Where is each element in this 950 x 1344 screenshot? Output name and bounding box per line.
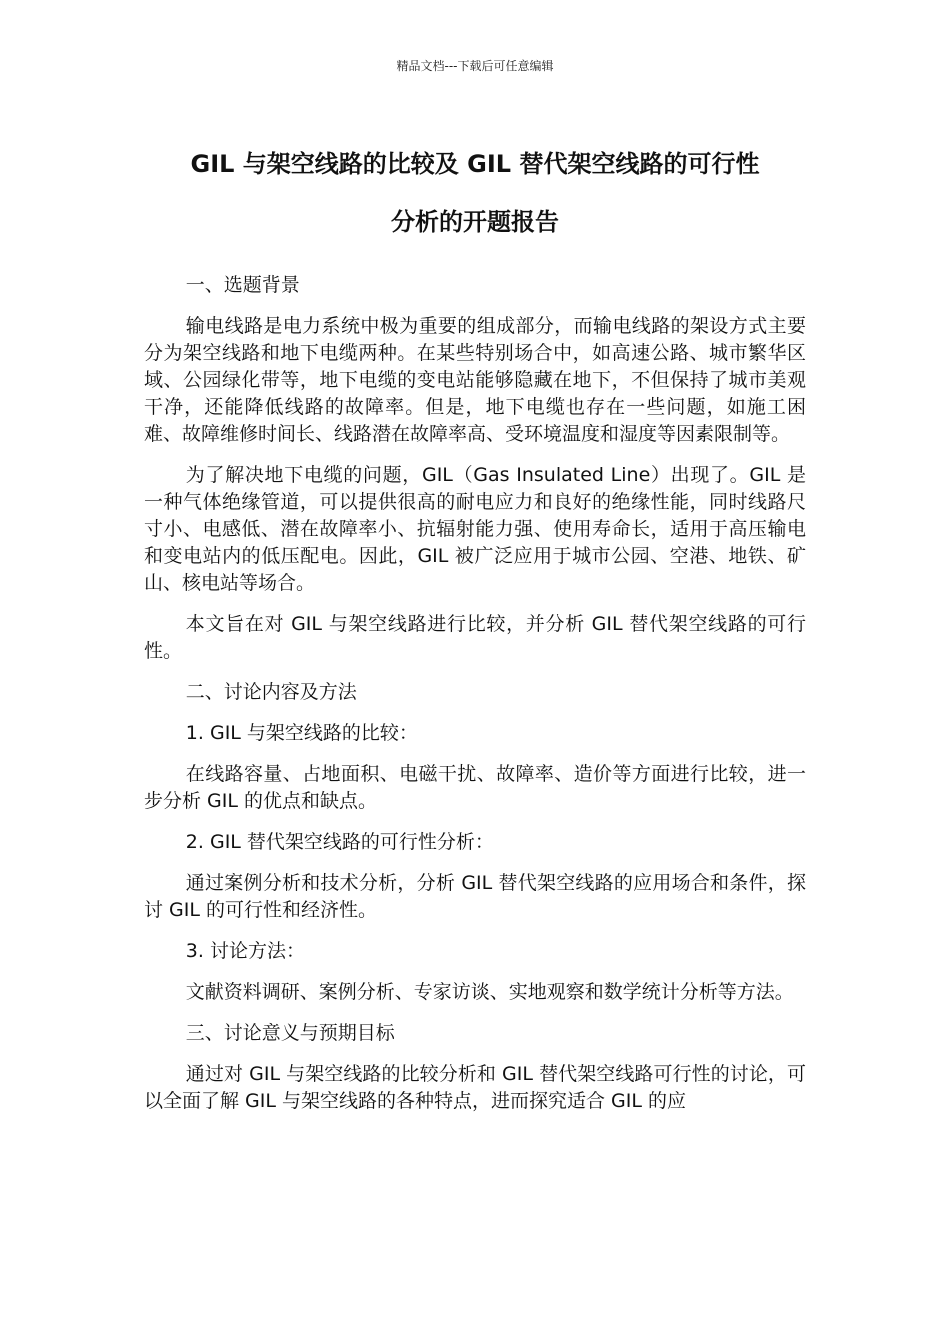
paragraph-significance-1: 通过对 GIL 与架空线路的比较分析和 GIL 替代架空线路可行性的讨论，可以全面了解 GIL 与架空线路的各种特点，进而探究适合 GIL 的应 (144, 1063, 806, 1112)
item-3-title: 3. 讨论方法： (185, 940, 305, 962)
section-heading-content-methods: 二、讨论内容及方法 (185, 681, 357, 703)
section-heading-background: 一、选题背景 (185, 274, 300, 296)
item-1-text: 在线路容量、占地面积、电磁干扰、故障率、造价等方面进行比较，进一步分析 GIL 的优点和缺点。 (144, 763, 806, 812)
item-3-text: 文献资料调研、案例分析、专家访谈、实地观察和数学统计分析等方法。 (185, 981, 794, 1003)
item-2-title: 2. GIL 替代架空线路的可行性分析： (185, 831, 494, 853)
title-line-1: GIL 与架空线路的比较及 GIL 替代架空线路的可行性 (190, 150, 760, 178)
section-heading-significance: 三、讨论意义与预期目标 (185, 1022, 395, 1044)
item-2-text: 通过案例分析和技术分析，分析 GIL 替代架空线路的应用场合和条件，探讨 GIL 的可行性和经济性。 (144, 872, 806, 921)
document-body (144, 272, 806, 1129)
title-line-2: 分析的开题报告 (391, 208, 559, 236)
document-title (130, 135, 820, 251)
paragraph-background-1: 输电线路是电力系统中极为重要的组成部分，而输电线路的架设方式主要分为架空线路和地下电缆两种。在某些特别场合中，如高速公路、城市繁华区域、公园绿化带等，地下电缆的变电站能够隐藏在地下，不但保持了城市美观干净，还能降低线路的故障率。但是，地下电缆也存在一些问题，如施工困难、故障维修时间长、线路潜在故障率高、受环境温度和湿度等因素限制等。 (144, 315, 806, 445)
paragraph-background-2: 为了解决地下电缆的问题，GIL（Gas Insulated Line）出现了。GIL 是一种气体绝缘管道，可以提供很高的耐电应力和良好的绝缘性能，同时线路尺寸小、电感低、潜在故障率小、抗辐射能力强、使用寿命长，适用于高压输电和变电站内的低压配电。因此，GIL 被广泛应用于城市公园、空港、地铁、矿山、核电站等场合。 (144, 464, 806, 594)
page-header: 精品文档---下载后可任意编辑 (396, 59, 554, 73)
item-1-title: 1. GIL 与架空线路的比较： (185, 722, 418, 744)
paragraph-background-3: 本文旨在对 GIL 与架空线路进行比较，并分析 GIL 替代架空线路的可行性。 (144, 613, 806, 662)
